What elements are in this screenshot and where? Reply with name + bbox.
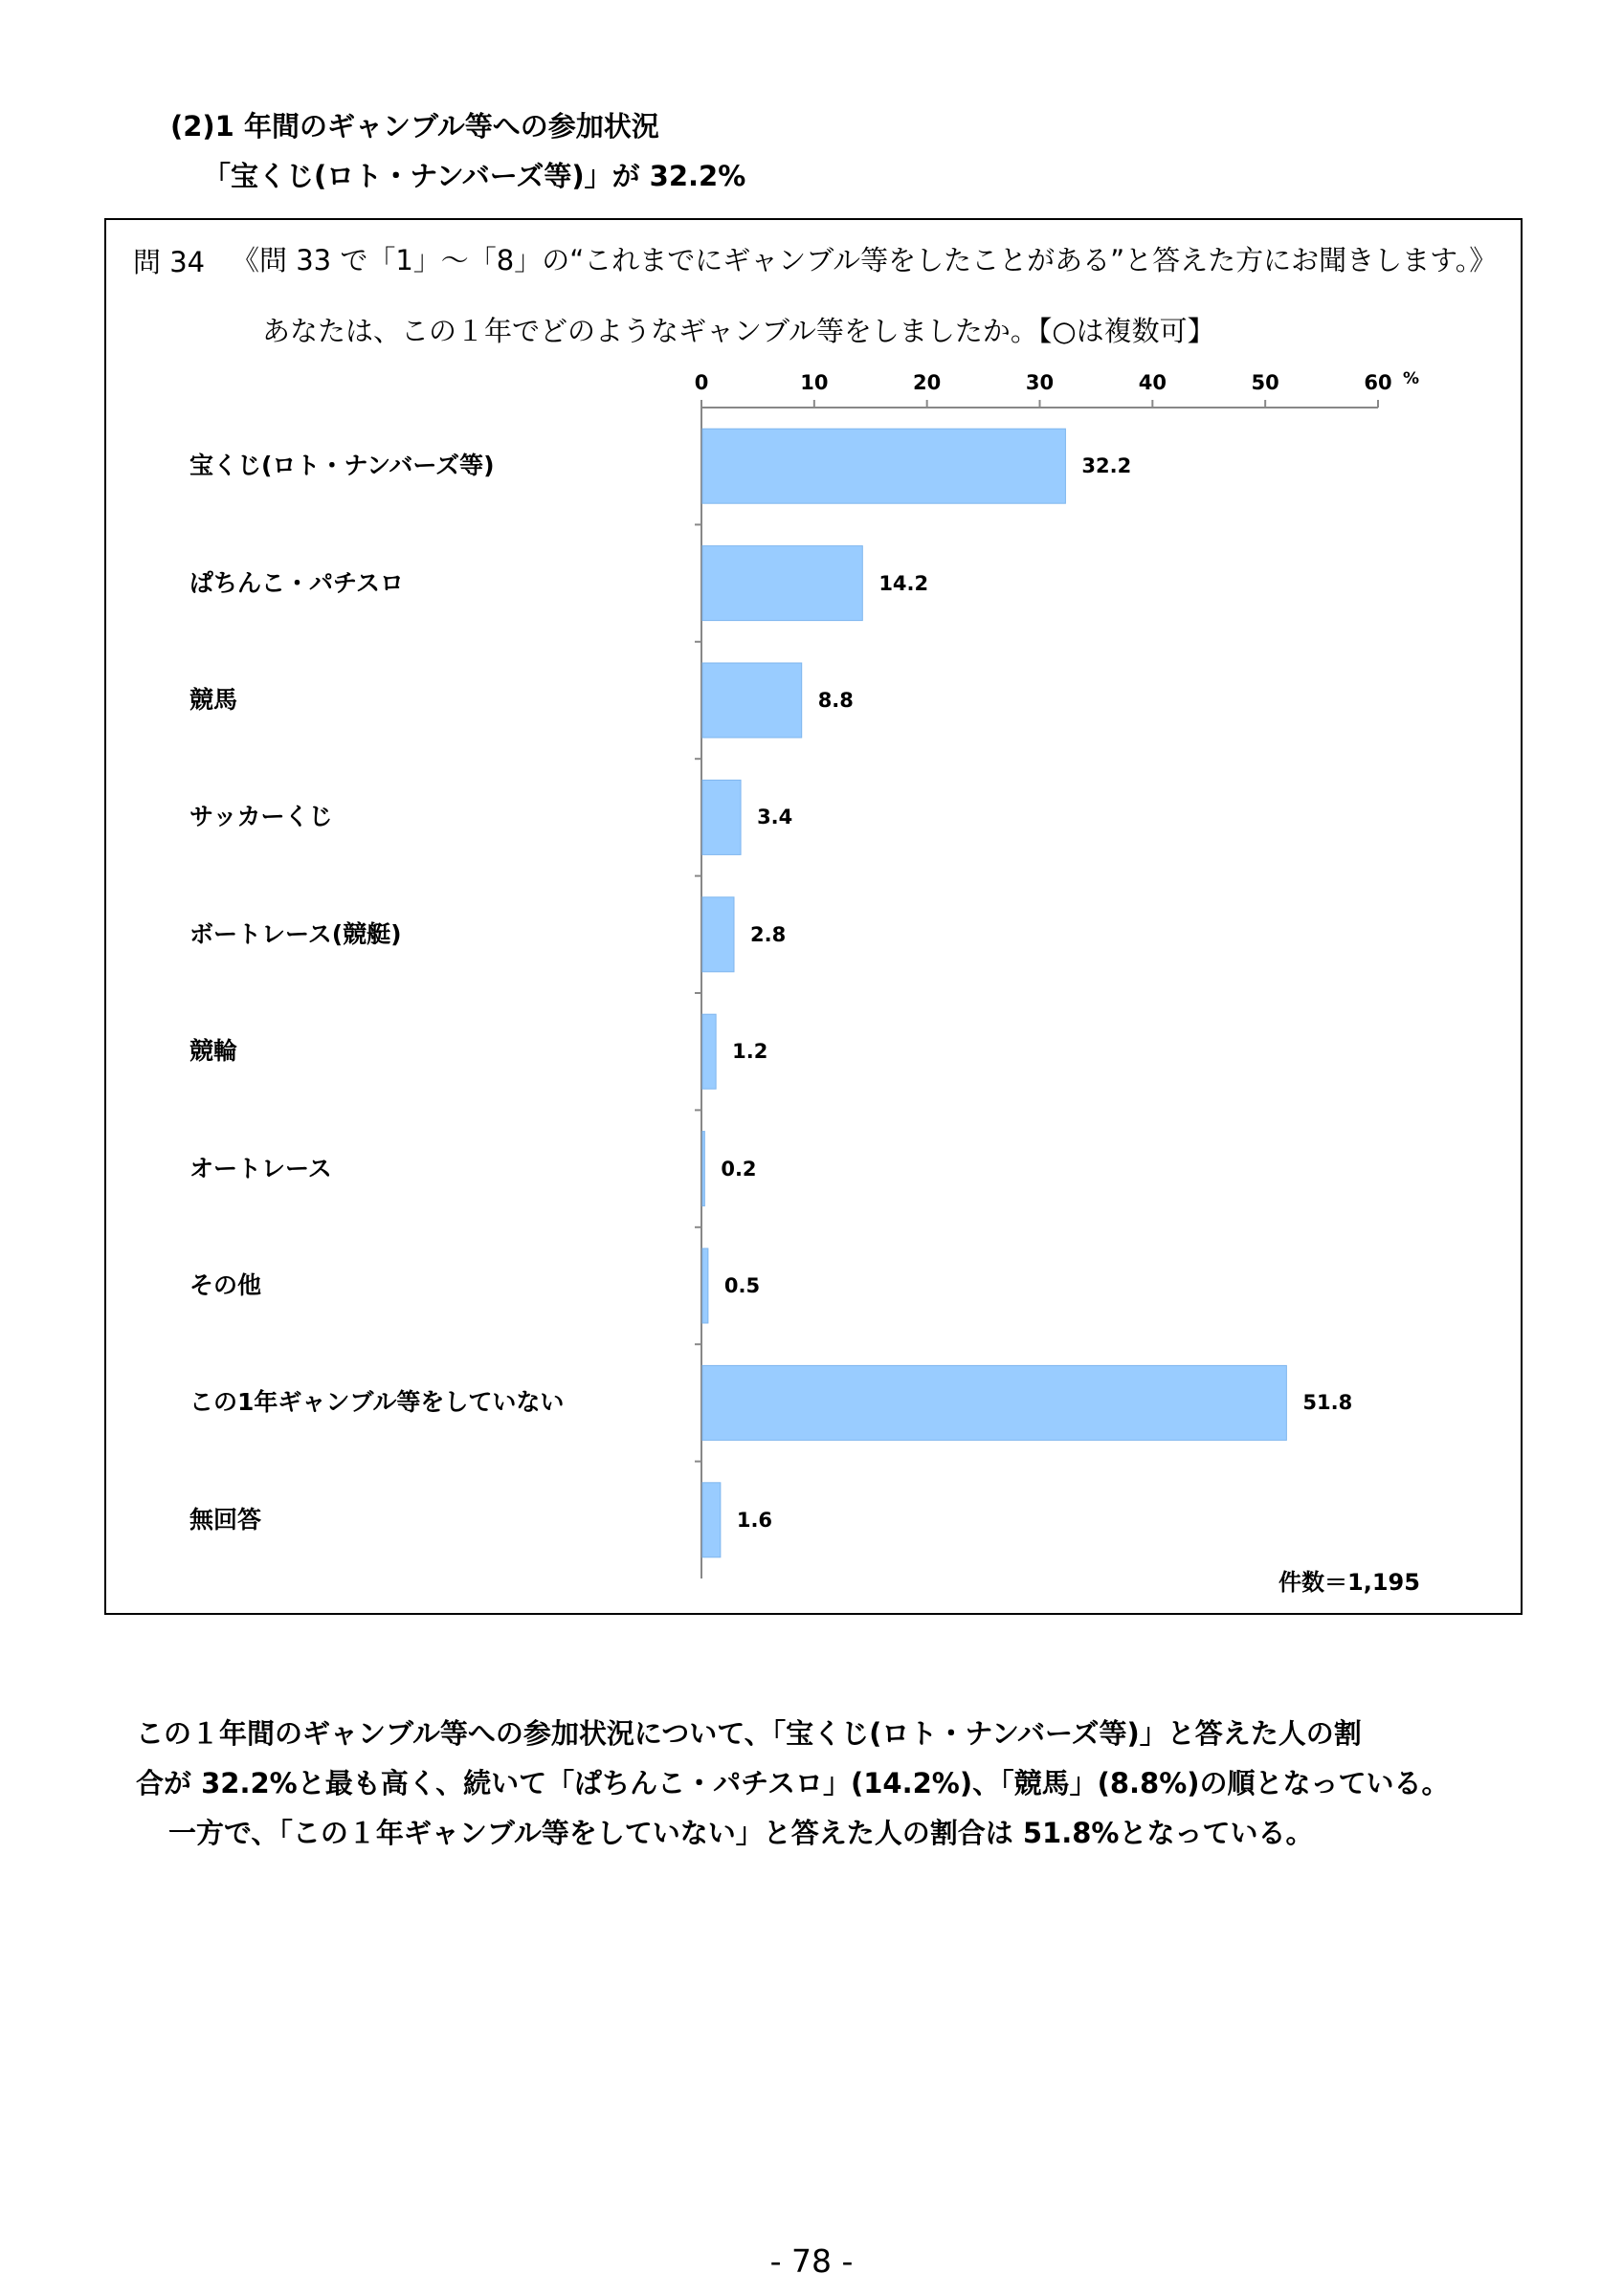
x-tick-label: 40 (1138, 371, 1167, 394)
bar (702, 1014, 716, 1089)
x-tick-label: 50 (1251, 371, 1279, 394)
value-label: 51.8 (1302, 1391, 1353, 1415)
x-tick-label: 0 (694, 371, 709, 394)
value-label: 8.8 (817, 689, 854, 712)
bar (702, 1365, 1286, 1440)
response-count: 件数＝1,195 (1278, 1569, 1420, 1596)
category-label: 宝くじ(ロト・ナンバーズ等) (189, 452, 495, 480)
category-label: ぱちんこ・パチスロ (189, 568, 405, 597)
x-tick-label: 30 (1025, 371, 1055, 394)
value-label: 3.4 (757, 806, 793, 829)
category-label: その他 (189, 1271, 262, 1299)
section-heading: (2)1 年間のギャンブル等への参加状況 (170, 110, 659, 143)
bar (702, 1248, 708, 1323)
summary-line-3: 一方で、「この１年ギャンブル等をしていない」と答えた人の割合は 51.8%となっている。 (168, 1817, 1314, 1849)
x-tick-label: 20 (913, 371, 942, 394)
bar (702, 1483, 721, 1557)
value-label: 1.6 (736, 1508, 773, 1532)
bar (702, 780, 741, 854)
value-label: 32.2 (1081, 454, 1132, 478)
question-number: 問 34 (133, 246, 206, 278)
x-tick-label: 60 (1364, 371, 1392, 394)
page-number: - 78 - (769, 2242, 854, 2280)
category-label: サッカーくじ (189, 803, 333, 831)
value-label: 1.2 (732, 1040, 768, 1064)
bar (702, 663, 802, 738)
summary-line-2: 合が 32.2%と最も高く、続いて「ぱちんこ・パチスロ」(14.2%)、「競馬」(8.8%)の順となっている。 (136, 1767, 1450, 1799)
bar (702, 546, 862, 621)
value-label: 0.2 (721, 1157, 757, 1181)
axis-unit-label: % (1403, 369, 1420, 388)
bar (702, 897, 734, 972)
value-label: 0.5 (723, 1274, 761, 1297)
category-label: 競輪 (189, 1037, 238, 1066)
section-subheading: 「宝くじ(ロト・ナンバーズ等)」が 32.2% (203, 160, 746, 192)
summary-line-1: この１年間のギャンブル等への参加状況について、「宝くじ(ロト・ナンバーズ等)」と答えた人の割 (136, 1717, 1362, 1750)
question-condition: 《問 33 で「1」～「8」の“これまでにギャンブル等をしたことがある”と答えた方にお聞きします。》 (232, 244, 1498, 276)
value-label: 14.2 (878, 571, 929, 595)
category-label: 無回答 (189, 1505, 262, 1534)
category-label: この1年ギャンブル等をしていない (189, 1388, 565, 1417)
bar (702, 1132, 704, 1206)
bar (702, 429, 1065, 503)
category-label: オートレース (189, 1154, 332, 1182)
value-label: 2.8 (749, 922, 787, 946)
category-label: 競馬 (189, 686, 238, 714)
x-tick-label: 10 (800, 371, 829, 394)
question-text: あなたは、この１年でどのようなギャンブル等をしましたか。【○は複数可】 (262, 315, 1215, 347)
category-label: ボートレース(競艇) (189, 919, 402, 948)
